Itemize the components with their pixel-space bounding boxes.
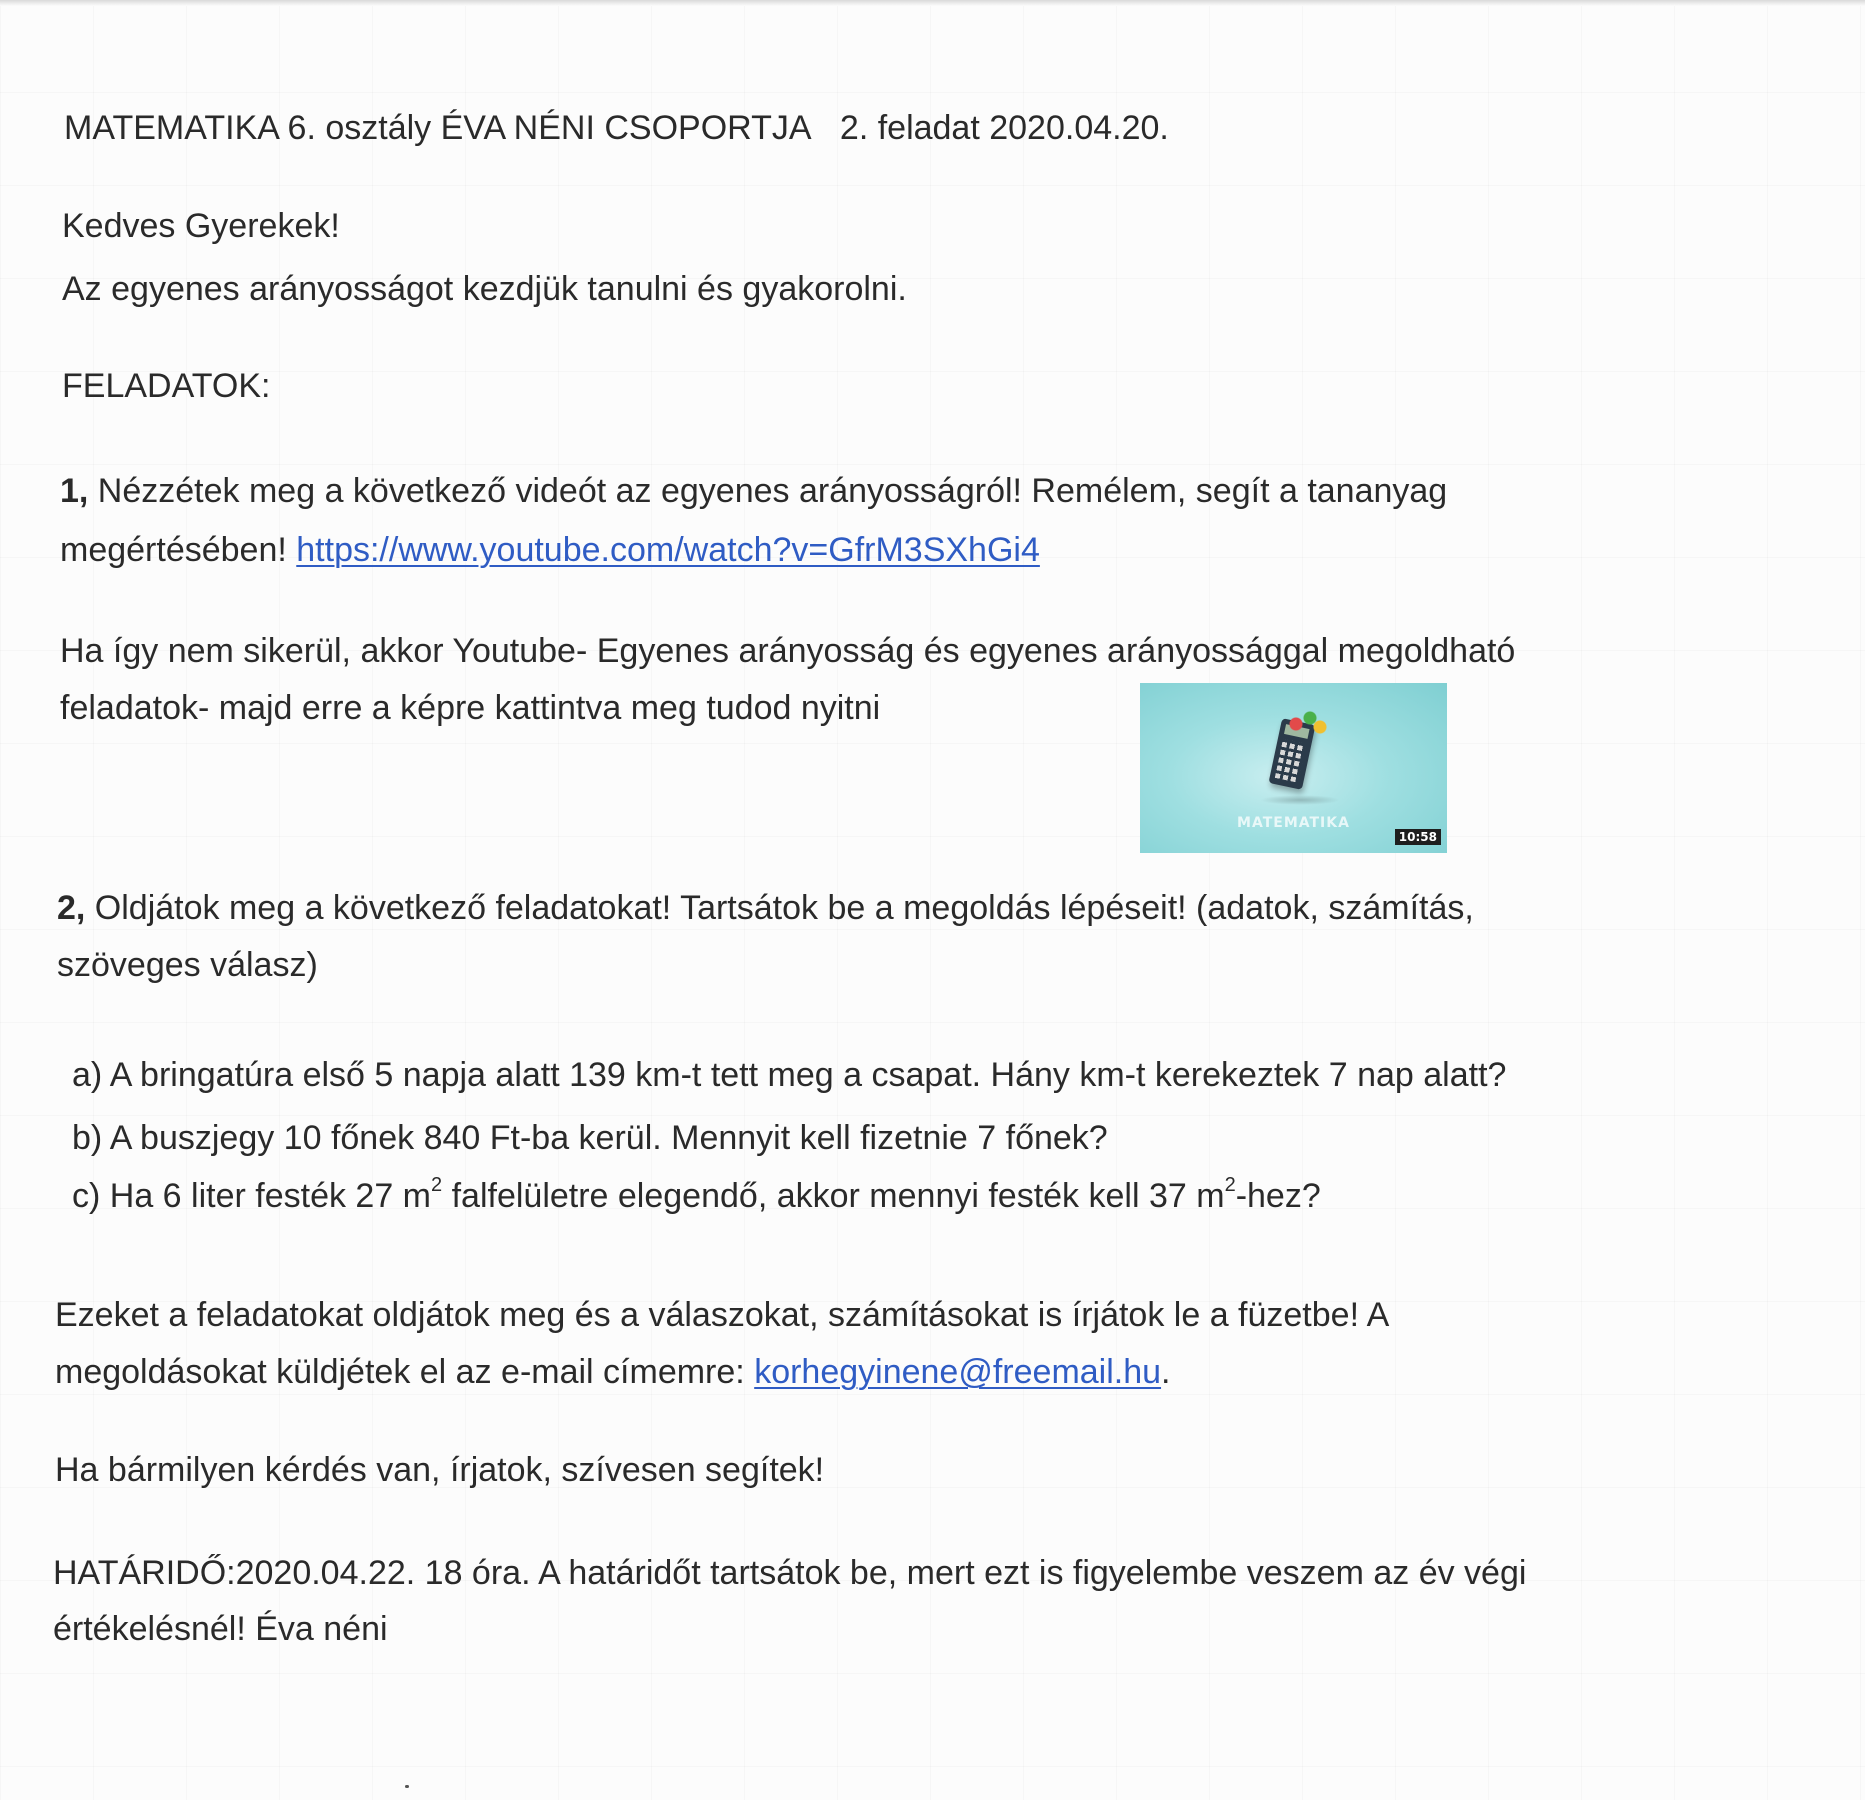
task1-line2: [60, 530, 1040, 570]
task2-item-b: b) A buszjegy 10 főnek 840 Ft-ba kerül. Mennyit kell fizetnie 7 főnek?: [72, 1119, 1108, 1157]
document-header: [64, 108, 1169, 148]
task2-line2: szöveges válasz): [57, 946, 318, 984]
task1-alt-line2: feladatok- majd erre a képre kattintva meg tudod nyitni: [60, 689, 881, 727]
thumbnail-title: MATEMATIKA: [1237, 815, 1350, 831]
task2-text: Oldjátok meg a következő feladatokat! Tartsátok be a megoldás lépéseit! (adatok, számítás,: [85, 889, 1474, 927]
closing-line2: [55, 1352, 1171, 1392]
video-duration-badge: 10:58: [1395, 829, 1441, 845]
email-link[interactable]: korhegyinene@freemail.hu: [754, 1353, 1162, 1391]
header-task: 2. feladat 2020.04.20.: [839, 109, 1169, 147]
closing-line2-suffix: .: [1161, 1353, 1171, 1391]
scan-edge: [0, 0, 1865, 6]
task1-line2-prefix: megértésében!: [60, 531, 297, 569]
closing-line1: Ezeket a feladatokat oldjátok meg és a válaszokat, számításokat is írjátok le a füzetbe! A: [55, 1296, 1390, 1334]
closing-line2-prefix: megoldásokat küldjétek el az e-mail címemre:: [55, 1353, 755, 1391]
calculator-keys: [1275, 739, 1307, 783]
item-c-sup2: 2: [1224, 1173, 1236, 1196]
task1-text: Nézzétek meg a következő videót az egyenes arányosságról! Remélem, segít a tananyag: [88, 472, 1448, 510]
task1-alt-line1: Ha így nem sikerül, akkor Youtube- Egyenes arányosság és egyenes arányossággal megoldható: [60, 632, 1516, 670]
questions-line: Ha bármilyen kérdés van, írjatok, szívesen segítek!: [55, 1451, 825, 1489]
task2-item-c: [72, 1173, 1321, 1216]
greeting-intro: Az egyenes arányosságot kezdjük tanulni és gyakorolni.: [62, 270, 907, 308]
thumbnail-shadow: [1260, 795, 1340, 805]
task2-number: 2,: [57, 889, 86, 927]
item-c-part1: c) Ha 6 liter festék 27 m: [72, 1177, 432, 1215]
tasks-heading: FELADATOK:: [62, 367, 271, 405]
video-thumbnail[interactable]: [1140, 683, 1447, 853]
youtube-link[interactable]: https://www.youtube.com/watch?v=GfrM3SXhGi4: [296, 531, 1040, 569]
header-title: MATEMATIKA 6. osztály ÉVA NÉNI CSOPORTJA: [64, 109, 812, 147]
task1-number: 1,: [60, 472, 89, 510]
colored-balls-icon: [1288, 709, 1328, 739]
task2-item-a: a) A bringatúra első 5 napja alatt 139 km-t tett meg a csapat. Hány km-t kerekeztek 7 nap alatt?: [72, 1056, 1507, 1094]
item-c-sup1: 2: [431, 1173, 443, 1196]
item-c-part2: falfelületre elegendő, akkor mennyi festék kell 37 m: [442, 1177, 1225, 1215]
item-c-part3: -hez?: [1235, 1177, 1321, 1215]
greeting-salutation: Kedves Gyerekek!: [62, 207, 340, 245]
task1-line1: [60, 471, 1447, 511]
deadline-line1: HATÁRIDŐ:2020.04.22. 18 óra. A határidőt tartsátok be, mert ezt is figyelembe veszem az év végi: [53, 1554, 1527, 1592]
task2-line1: [57, 888, 1474, 928]
scan-speck: [405, 1785, 409, 1788]
deadline-line2: értékelésnél! Éva néni: [53, 1610, 388, 1648]
